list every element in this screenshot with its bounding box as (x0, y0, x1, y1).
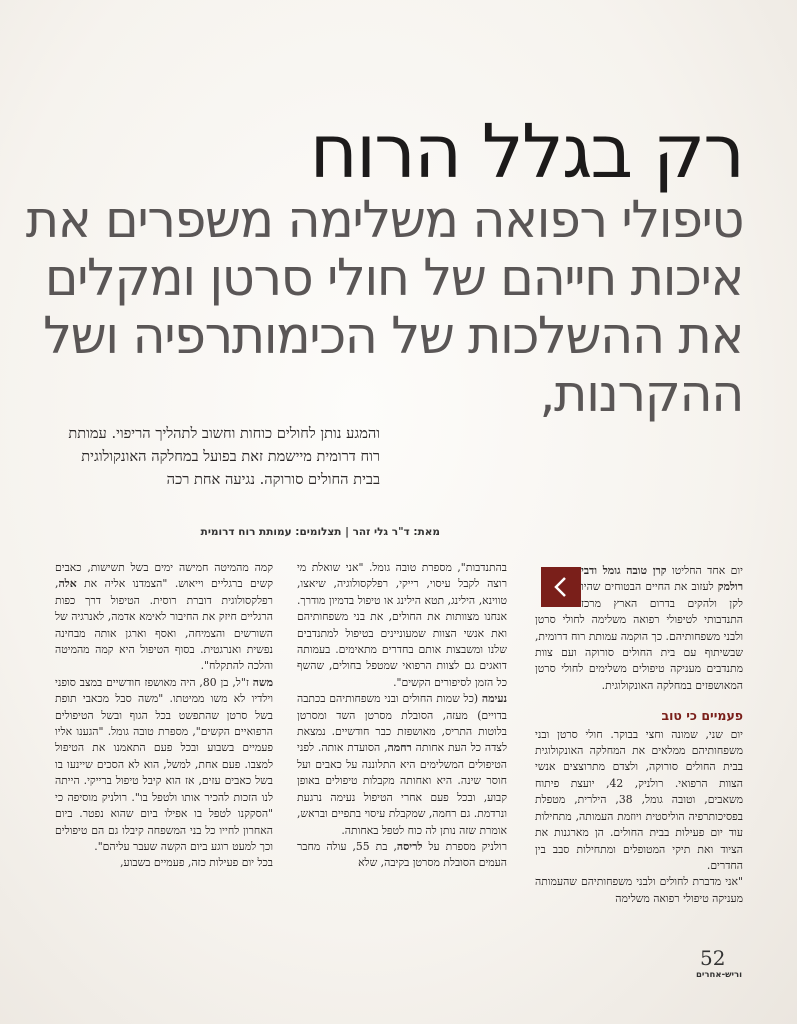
body-paragraph (55, 560, 273, 675)
intro-paragraph-box (535, 563, 743, 694)
patient-name: לריסה (396, 839, 423, 853)
body-paragraph (55, 675, 273, 855)
section-heading: פעמיים כי טוב (661, 708, 743, 724)
footer-mark: וריש-אחרים (696, 970, 743, 980)
article-lead: והמגע נותן לחולים כוחות וחשוב לתהליך הריפוי. עמותת רוח דרומית מיישמת זאת בפועל במחלקה האונקולוגית בבית החולים סורוקה. נגיעה אחת רכה (68, 425, 380, 488)
chevron-left-icon (541, 567, 581, 607)
founders-names: קרן טובה גומל ודבי רולמק (581, 564, 743, 594)
page-number: 52 (700, 946, 726, 970)
body-paragraph: "אני מדברת לחולים ולבני משפחותיהם שהעמותה מעניקה טיפולי רפואה משלימה (535, 875, 743, 905)
patient-name: משה (252, 675, 273, 689)
paragraph-text: , רפלקסולוגית דוברת רוסית. הטיפול דרך כפות הרגליים חיזק את החיבור לאימא אדמה, לאנרגיה של השורשים והצמיחה, ואסף וארגן אותה מבחינה נפשית ואנרגטית. בסוף הטיפול היא קמה מהמיטה והלכה להתקלח". (55, 577, 273, 673)
intro-text-rest: לעזוב את החיים הבטוחים שהיו לקן ולהקים בדרום הארץ מרכז התנדבותי לטיפולי רפואה משלימה לחולי סרטן ולבני משפחותיהם. כך הוקמה עמותת רוח דרומית, שבשיתוף עם בית החולים סורוקה ועם צוות מתנדבים מעניקה טיפולים משלימים לחולי סרטן המאושפזים במחלקה האונקולוגית. (535, 580, 743, 692)
paragraph-text: ז"ל, בן 80, היה מאושפז חודשיים במצב סופני וילדיו לא משו ממיטתו. "משה סבל מכאבי תופת בשל סרטן שהתפשט בכל הגוף ובשל הטיפולים הרפואיים הקשים", מספרת טובה גומל. "הגענו אליו פעמיים בשבוע ובכל פעם התאמנו את הטיפול למצבו. פעם אחת, למשל, הוא לא הסכים שיינעו בו בשל כאבים עזים, אז הוא קיבל טיפול ברייקי. הייתה לנו הזכות להכיר אותו ולטפל בו". רולניק מוסיפה כי "הסקקנו לטפל בו אפילו ביום שהוא נפטר. ביום האחרון לחייו כל בני המשפחה קיבלו גם הם טיפולים וכך למעט רוגע ביום הקשה שעבר עליהם". (55, 675, 273, 853)
column-3 (55, 560, 273, 872)
paragraph-text: , הסועדת אותה. לפני הטיפולים המשלימים היא התלוננה על כאבים ועל חוסר שינה. היא ואחותה מקבלות טיפולים באופן קבוע, ובכל פעם אחרי הטיפול נעימה נרגעת ונרדמת. גם רחמה, שמקבלת עיסוי בתפיים ובראש, אומרת שזה נותן לה כוח לטפל באחותה. (297, 741, 507, 837)
article-credits: מאת: ד"ר גלי זהר | תצלומים: עמותת רוח דרומית (200, 526, 440, 538)
intro-text-start: יום אחד החליטו (666, 564, 743, 577)
column-1 (535, 563, 743, 907)
body-paragraph: יום שני, שמונה וחצי בבוקר. חולי סרטן ובני משפחותיהם ממלאים את המחלקה האונקולוגית בבית החולים סורוקה, ולצדם מתרוצצים אנשי הצוות הרפואי. רולניק, 42, יועצת פיתוח משאבים, וטובה גומל, 38, הילרית, מטפלת בפסיכותרפיה הוליסטית ויוזמת העמותה, מתחילות עוד יום פעילות בבית החולים. הן מארגנות את הציוד ואת תיקי המטופלים ומתחילות סבב בין החדרים. (535, 727, 743, 872)
paragraph-text: רולניק מספרת על (422, 839, 508, 853)
body-paragraph: בכל יום פעילות כזה, פעמיים בשבוע, (120, 856, 273, 870)
column-2 (297, 560, 507, 872)
article-subtitle: טיפולי רפואה משלימה משפרים את איכות חייהם של חולי סרטן ומקלים את ההשלכות של הכימותרפיה ושל ההקרנות, (25, 191, 743, 424)
patient-name: נעימה (481, 692, 507, 706)
paragraph-text: , בת 55, עולה מחבר העמים הסובלת מסרטן בקיבה, שלא (297, 839, 507, 870)
article-title: רק בגלל הרוח (309, 109, 743, 195)
body-paragraph (297, 839, 507, 872)
therapist-name: אלה (58, 577, 77, 591)
body-paragraph (297, 691, 507, 839)
paragraph-text: קמה מהמיטה חמישה ימים בשל תשישות, כאבים קשים ברגליים וייאוש. "הצמדנו אליה את (55, 561, 273, 591)
body-paragraph: בהתנדבות", מספרת טובה גומל. "אני שואלת מי רוצה לקבל עיסוי, רייקי, רפלקסולוגיה, שיאצו, טווינא, הילינג, תטא הילינג או טיפול בדמיון מודרך. אנחנו מצוותות את החולים, את בני משפחותיהם ואת אנשי הצוות שמעוניינים בטיפול למתנדבים שלנו ומשבצות אותם בחדרים מתאימים. בעמותה דואגים גם לצוות הרפואי שמטפל בחולים, שהשף כל הזמן לסיפורים הקשים". (297, 561, 507, 689)
patient-name: רחמה (387, 741, 412, 755)
paragraph-text: (כל שמות החולים ובני משפחותיהם בכתבה בדויים) מעזה, הסובלת מסרטן השד ומסרטן בלוטות התריס, מאושפזת כבר חודשיים. נמצאת לצדה כל העת אחותה (297, 692, 508, 755)
